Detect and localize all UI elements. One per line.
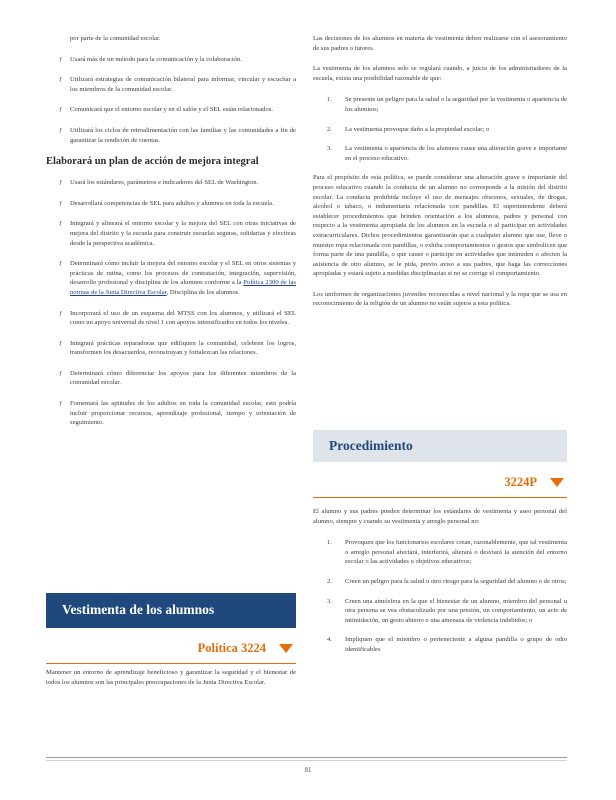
page-number: 81	[304, 766, 312, 774]
list-item: ƒ Usará más de un método para la comunicación y la colaboración.	[59, 55, 242, 63]
section-banner-vestimenta	[46, 593, 296, 628]
footer-divider	[46, 757, 567, 758]
paragraph: El alumno y sus padres pueden determinar los estándares de vestimenta y aseo personal del alumno, siempre y cuando su vestimenta y arreglo personal no:	[313, 508, 567, 525]
policy-2300-link[interactable]: Política 2300 de las normas de la Junta Directiva Escolar	[70, 279, 296, 296]
policy-label-block	[180, 640, 296, 660]
divider	[46, 663, 296, 664]
list-item: ƒ Fomentará las aptitudes de los adultos en toda la comunidad escolar, esto podría incluir proporcionar recursos, aprendizaje profesional, tiempo y orientación de seguimiento.	[59, 400, 296, 427]
bullet-icon: ƒ	[59, 76, 63, 84]
list-item: ƒ Integrará y alineará el entorno escolar y la mejora del SEL con otras iniciativas de mejora del distrito y la escuela para construir escuelas seguras, solidarias y efectivas desde la perspectiva académica.	[59, 220, 296, 247]
list-item: ƒ Determinará cómo diferenciar los apoyos para los diferentes miembros de la comunidad escolar.	[59, 369, 296, 387]
bullet-icon: ƒ	[59, 106, 63, 114]
section-heading: Elaborará un plan de acción de mejora integral	[46, 156, 259, 168]
bullet-icon: ƒ	[59, 55, 63, 63]
bullet-icon: ƒ	[59, 339, 63, 347]
right-column	[313, 34, 567, 309]
bullet-icon: ƒ	[59, 126, 63, 134]
list-item: ƒ Usará los estándares, parámetros e indicadores del SEL de Washington.	[59, 179, 259, 187]
bullet-icon: ƒ	[59, 220, 63, 228]
list-item: 3. La vestimenta o apariencia de los alumnos cause una alteración grave e importante en el proceso educativo.	[327, 145, 567, 162]
section-banner-procedimiento	[313, 430, 567, 462]
list-item: ƒ Comunicará que el entorno escolar y en el salón y el SEL están relacionados.	[59, 106, 273, 114]
list-item: ƒ Utilizará estrategias de comunicación bilateral para informar, vincular y escuchar a los miembros de la comunidad escolar.	[59, 76, 296, 93]
closing-text: Mantener un entorno de aprendizaje beneficioso y garantizar la seguridad y el bienestar de todos los alumnos son las principales preocupaciones de la Junta Directiva Escolar.	[46, 669, 296, 686]
list-item: ƒ Utilizará los ciclos de retroalimentación con las familias y las comunidades a fin de garantizar la rendición de cuentas.	[59, 126, 296, 144]
bullet-icon: ƒ	[59, 400, 63, 408]
list-item: ƒ Desarrollará competencias de SEL para adultos y alumnos en toda la escuela.	[59, 199, 274, 207]
bullet-icon: ƒ	[59, 260, 63, 268]
banner-title: Vestimenta de los alumnos	[62, 602, 215, 617]
policy-label: 3224P	[504, 475, 537, 489]
list-item: ƒ Incorporará el uso de un esquema del MTSS con los alumnos, y utilizará el SEL como un apoyo universal de nivel 1 con apoyos intensificados en todos los niveles.	[59, 309, 296, 327]
list-item: 3. Creen una atmósfera en la que el bienestar de un alumno, miembro del personal u otra persona se vea obstaculizado por una presión, un comportamiento, un acto de intimidación, un gesto abierto o una amenaza de violencia indebidos; o	[327, 597, 567, 624]
footer-divider	[46, 760, 567, 761]
bullet-text-after: , Disciplina de los alumnos.	[166, 288, 240, 296]
policy-label: Política 3224	[197, 641, 266, 655]
list-item: ƒ Integrará prácticas reparadoras que edifiquen la comunidad, celebren los logros, transformen los desacuerdos, reconstruyan y fortalezcan las relaciones.	[59, 339, 296, 357]
bullet-icon: ƒ	[59, 199, 63, 207]
bullet-icon: ƒ	[59, 179, 63, 187]
divider	[313, 497, 567, 498]
paragraph: Los uniformes de organizaciones juveniles reconocidas a nivel nacional y la ropa que se usa en reconocimiento de la religión de un alumno no están sujetos a esta política.	[313, 290, 567, 308]
list-item: 1. Provoquen que los funcionarios escolares crean, razonablemente, que tal vestimenta o arreglo personal afectará, interferirá, alterará o desviará la atención del entorno escolar o las actividades u objetivos educativos;	[327, 539, 567, 566]
paragraph: La vestimenta de los alumnos solo se regulará cuando, a juicio de los administradores de la escuela, exista una posibilidad razonable de que:	[313, 65, 567, 82]
left-column	[46, 34, 296, 439]
paragraph: Para el propósito de esta política, se puede considerar una alteración grave e importante del proceso educativo cuando la conducta de un alumno no corresponde a la misión del distrito escolar. La conducta prohibida incluye el uso de mensajes obscenos, sexuales, de drogas, alcohol o tabaco, o indumentaria relacionada con pandillas. El superintendente deberá establecer procedimientos que brinden orientación a los alumnos, padres y personal con respecto a la vestimenta apropiada de los alumnos en la escuela o al participar en actividades extracurriculares. Dichos procedimientos garantizarán que a cualquier alumno que use, lleve o muestre ropa relacionada con pandillas, o exhiba comportamientos o gestos que simbolicen que forma parte de una pandilla, o que cause o participe en actividades que intimiden o afecten la asistencia de otro alumno, se le pida, previo aviso a sus padres, que haga las correcciones apropiadas y estará sujeto a medidas disciplinarias si no se corrige el comportamiento.	[313, 174, 567, 278]
bullet-icon: ƒ	[59, 309, 63, 317]
paragraph: Las decisiones de los alumnos en materia de vestimenta deben realizarse con el asesoramiento de sus padres o tutores.	[313, 35, 567, 52]
procedure-block	[313, 507, 567, 665]
list-item: 2. Creen un peligro para la salud u otro riesgo para la seguridad del alumno o de otros;	[327, 577, 567, 585]
list-item	[46, 259, 296, 297]
banner-title: Procedimiento	[329, 438, 413, 453]
list-item: 4. Impliquen que el miembro o perteneciente a alguna pandilla o grupo de odio identificables	[327, 636, 567, 653]
triangle-down-icon	[550, 478, 564, 487]
triangle-down-icon	[279, 644, 293, 653]
bullet-text: Determinará cómo incluir la mejora del entorno escolar y el SEL en otros sistemas y prácticas de rutina, como los procesos de contratación, integración, supervisión, desarrollo profesional y disciplina de los alumnos conforme a la	[70, 260, 296, 287]
list-item: 2. La vestimenta provoque daño a la propiedad escolar; o	[327, 125, 490, 133]
intro-text: por parte de la comunidad escolar.	[70, 35, 161, 42]
policy-label-block	[460, 474, 567, 494]
bullet-icon: ƒ	[59, 369, 63, 377]
list-item: 1. Se presente un peligro para la salud o la seguridad por la vestimenta o apariencia de los alumnos;	[327, 96, 567, 113]
